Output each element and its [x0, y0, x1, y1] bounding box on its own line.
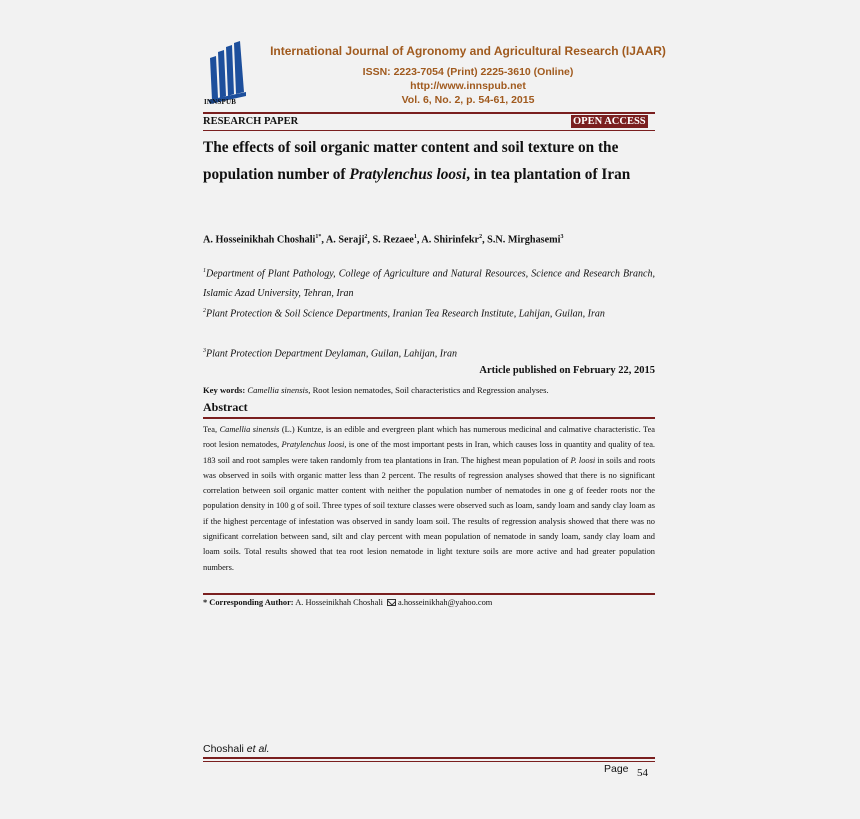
- keywords: [203, 385, 658, 395]
- title-species: Pratylenchus loosi: [349, 166, 467, 183]
- author-sup: 1: [413, 234, 417, 240]
- affiliation-text: Plant Protection & Soil Science Departments, Iranian Tea Research Institute, Lahijan, Guilan, Iran: [206, 308, 605, 320]
- abstract-body: [203, 422, 655, 575]
- author-name: S. Rezaee: [372, 234, 414, 246]
- author-name: A. Shirinfekr: [421, 234, 480, 246]
- author-sup: 2: [479, 234, 483, 240]
- keyword-species: Camellia sinensis: [247, 385, 309, 395]
- corresponding-email[interactable]: a.hosseinikhah@yahoo.com: [398, 598, 493, 607]
- header-divider: [203, 112, 655, 114]
- corresponding-label: * Corresponding Author:: [203, 598, 294, 607]
- page-label: Page: [604, 763, 629, 775]
- author-name: S.N. Mirghasemi: [487, 234, 561, 246]
- corresponding-author: [203, 598, 492, 607]
- affiliation-3: [203, 341, 655, 364]
- author-name: A. Seraji: [325, 234, 365, 246]
- journal-volume: Vol. 6, No. 2, p. 54-61, 2015: [401, 94, 535, 106]
- paper-type-label: RESEARCH PAPER: [203, 116, 299, 127]
- author-list: A. Hosseinikhah Choshali$^{1*}$, A. Seraji$^2$, S. Rezaee$^1$, A. Shirinfekr$^2$, S.N. Mirghasemi$^3$: [203, 234, 564, 246]
- abstract-text: Tea,: [203, 425, 220, 434]
- journal-url[interactable]: http://www.innspub.net: [410, 80, 526, 92]
- type-divider: [203, 130, 655, 131]
- footer-author: [203, 743, 270, 755]
- abstract-divider-top: [203, 417, 655, 419]
- affiliation-sup: 1: [203, 268, 206, 274]
- journal-name: International Journal of Agronomy and Agricultural Research (IJAAR): [270, 44, 666, 58]
- author-name: A. Hosseinikhah Choshali: [203, 234, 316, 246]
- abstract-species: P. loosi: [570, 455, 596, 465]
- affiliation-text: Plant Protection Department Deylaman, Guilan, Lahijan, Iran: [206, 348, 457, 360]
- keywords-rest: , Root lesion nematodes, Soil characteristics and Regression analyses.: [308, 385, 549, 395]
- abstract-heading: Abstract: [203, 400, 248, 414]
- author-sup: 1*: [315, 234, 322, 240]
- footer-divider-2: [203, 761, 655, 762]
- corresponding-name: A. Hosseinikhah Choshali: [295, 598, 383, 607]
- footer-author-name: Choshali: [203, 743, 244, 755]
- affiliation-sup: 3: [203, 348, 206, 354]
- page-number: 54: [637, 767, 648, 779]
- affiliation-2: [203, 301, 655, 324]
- abstract-species: Pratylenchus loosi: [281, 440, 345, 450]
- title-part-2: , in tea plantation of Iran: [466, 166, 631, 183]
- author-sup: 3: [560, 234, 564, 240]
- abstract-species: Camellia sinensis: [219, 425, 280, 434]
- innspub-logo-icon: [206, 40, 250, 106]
- footer-etal: et al.: [246, 743, 270, 755]
- author-sup: 2: [364, 234, 368, 240]
- affiliation-1: [203, 261, 655, 304]
- logo-text: INNSPUB: [204, 98, 237, 106]
- open-access-badge: OPEN ACCESS: [573, 116, 646, 127]
- title-part-1: The effects of soil organic matter content and soil texture on the population number of: [203, 139, 619, 183]
- abstract-text: in soils and roots was observed in soils with organic matter less than 2 percent. The results of regression analyses showed that there is no significant correlation between soil organic matter content with neither the population number of nematodes in one g of feeder roots nor the population density in 100 g of soil. Three types of soil texture classes were observed such as loam, sandy loam and sandy clay loam as if the highest percentage of infestation was observed in sandy loam soil. The results of regression analysis showed that there was no significant correlation between sand, silt and clay percent with mean population of nematode in sandy loam, sandy clay loam and loam soils. Total results showed that tea root lesion nematode in light texture soils are more active and had greater population numbers.: [203, 455, 655, 572]
- keywords-label: Key words:: [203, 385, 246, 395]
- paper-title: [203, 134, 658, 188]
- journal-issn: ISSN: 2223-7054 (Print) 2225-3610 (Online): [362, 66, 574, 78]
- abstract-text: , is one of the most important pests in Iran, which causes loss in quantity and quality of tea. 183 soil and root samples were taken randomly from tea plantations in Iran. The highest mean population of: [203, 440, 656, 465]
- publication-date: Article published on February 22, 2015: [479, 365, 655, 376]
- footer-divider-1: [203, 757, 655, 759]
- abstract-text: (L.) Kuntze, is an edible and evergreen plant which has numerous medicinal and calmative characteristic. Tea root lesion nematodes,: [203, 425, 656, 450]
- abstract-divider-bottom: [203, 593, 655, 595]
- affiliation-sup: 2: [203, 308, 206, 314]
- affiliation-text: Department of Plant Pathology, College of Agriculture and Natural Resources, Science and Research Branch, Islamic Azad University, Tehran, Iran: [203, 268, 655, 300]
- mail-icon: [387, 599, 396, 606]
